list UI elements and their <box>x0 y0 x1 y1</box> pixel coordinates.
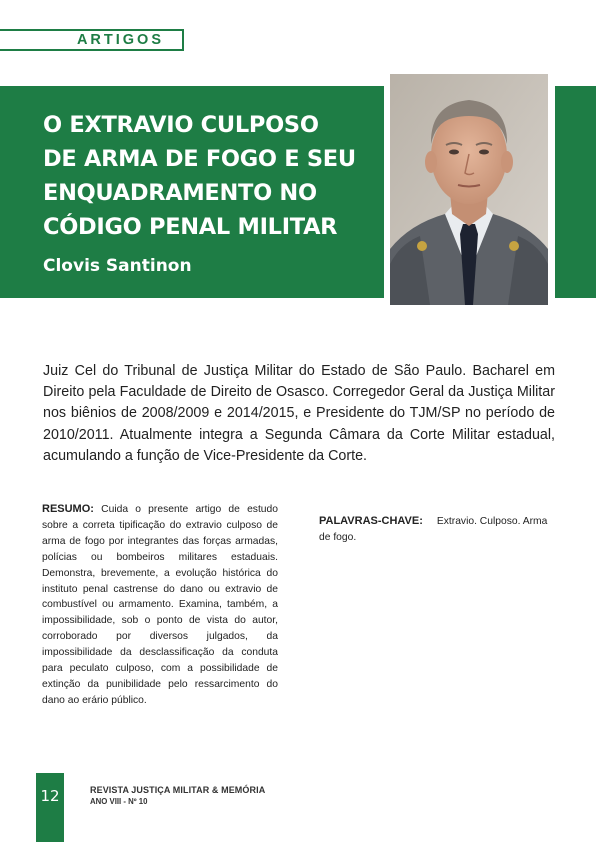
section-tag <box>0 29 184 51</box>
abstract-text: Cuida o presente artigo de estudo sobre a correta tipificação do extravio culposo de arma de fogo por integrantes das forças armadas, polícias ou bombeiros militares estaduais. Demonstra, brevemente, a evolução histórica do instituto penal castrense do dano ou extravio de combustível ou armamento. Examina, também, a impossibilidade, sob o ponto de vista do autor, corroborado por diversos julgados, da impossibilidade da desclassificação da conduta para peculato culposo, com a possibilidade de extinção da punibilidade pelo ressarcimento do dano ao erário público. <box>42 504 278 706</box>
title-line: CÓDIGO PENAL MILITAR <box>43 214 338 240</box>
author-photo <box>390 74 548 305</box>
abstract-label: RESUMO: <box>42 503 94 515</box>
abstract <box>42 502 278 709</box>
journal-issue: ANO VIII - Nº 10 <box>90 797 148 806</box>
author-bio: Juiz Cel do Tribunal de Justiça Militar do Estado de São Paulo. Bacharel em Direito pela Faculdade de Direito de Osasco. Corregedor Geral da Justiça Militar nos biênios de 2008/2009 e 2014/2015, e Presidente do TJM/SP no período de 2010/2011. Atualmente integra a Segunda Câmara da Corte Militar estadual, acumulando a função de Vice-Presidente da Corte. <box>43 363 555 464</box>
journal-name: REVISTA JUSTIÇA MILITAR & MEMÓRIA <box>90 785 266 795</box>
keywords <box>319 514 555 546</box>
title-line: ENQUADRAMENTO NO <box>43 180 317 206</box>
title-line: DE ARMA DE FOGO E SEU <box>43 146 356 172</box>
page-number-box <box>36 773 64 842</box>
page-number: 12 <box>40 787 60 805</box>
accent-band <box>555 86 596 298</box>
author-name: Clovis Santinon <box>43 256 192 276</box>
article-title <box>43 108 378 244</box>
section-label: ARTIGOS <box>76 32 164 48</box>
keywords-label: PALAVRAS-CHAVE: <box>319 515 423 527</box>
keywords-text: Extravio. Culposo. Arma de fogo. <box>319 516 548 543</box>
title-line: O EXTRAVIO CULPOSO <box>43 112 319 138</box>
